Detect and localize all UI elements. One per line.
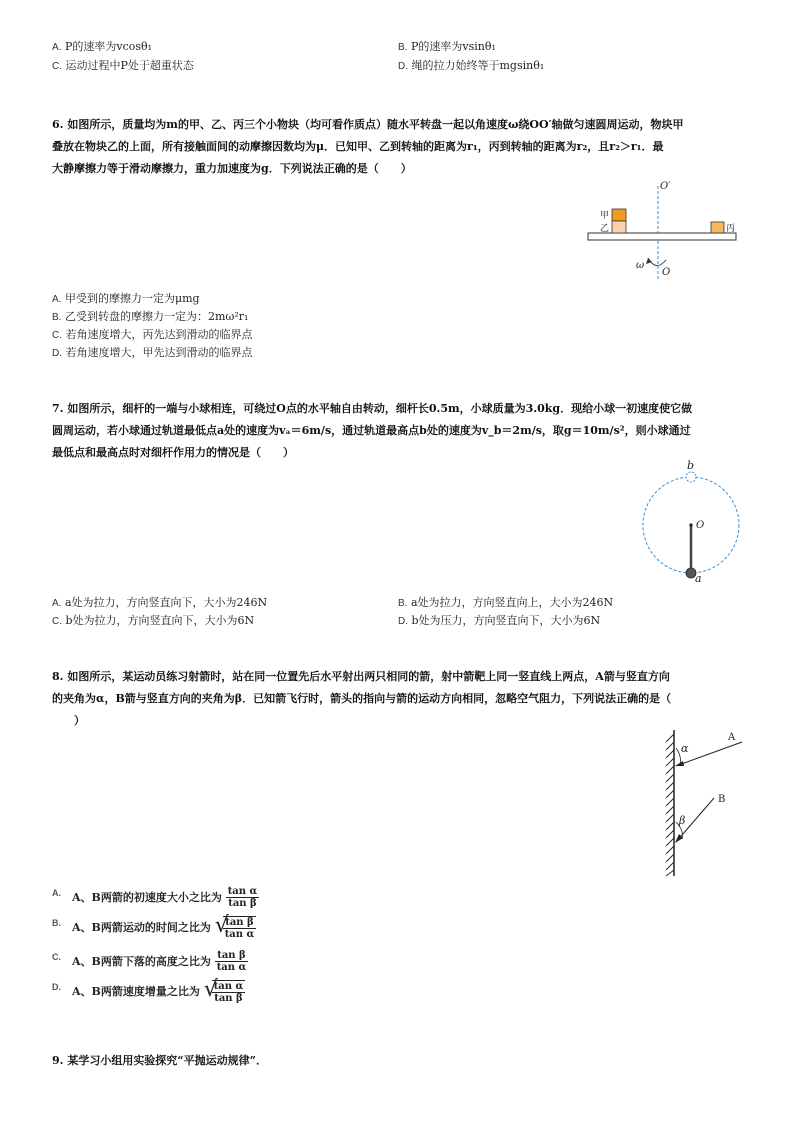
q8-option-a-denominator: tan β <box>228 898 257 909</box>
q8-option-d-numerator: tan α <box>213 981 244 992</box>
q8-option-c-letter: C. <box>52 952 61 962</box>
q6-label-jia: 甲 <box>600 211 610 221</box>
q7-option-b-letter: B. <box>398 598 408 609</box>
q7-option-c-text: b处为拉力，方向竖直向下，大小为6N <box>65 614 255 627</box>
q6-stem-line-2: 叠放在物块乙的上面，所有接触面间的动摩擦因数均为μ．已知甲、乙到转轴的距离为r₁，丙到转轴的距离为r₂，且r₂＞r₁．最 <box>52 140 664 153</box>
q8-option-c-fraction <box>215 950 249 973</box>
q6-label-yi: 乙 <box>600 224 610 234</box>
q7-label-o: O <box>696 520 705 531</box>
q5-option-b-text: P的速率为vsinθ₁ <box>410 40 496 53</box>
q8-option-b-denominator: tan α <box>224 929 255 940</box>
q6-option-c <box>52 328 253 343</box>
q7-option-c-letter: C. <box>52 616 62 627</box>
q7-stem-line-3: 最低点和最高点时对细杆作用力的情况是（ ） <box>52 446 294 459</box>
q8-stem <box>52 666 752 732</box>
q7-stem-line-1: 7. 如图所示，细杆的一端与小球相连，可绕过O点的水平轴自由转动，细杆长0.5m，小球质量为3.0kg．现给小球一初速度使它做 <box>52 402 693 415</box>
q6-option-a-letter: A. <box>52 294 62 305</box>
q6-option-d-text: 若角速度增大，甲先达到滑动的临界点 <box>65 346 253 359</box>
q8-stem-line-3: ） <box>52 714 85 727</box>
q6-option-d-letter: D. <box>52 348 62 359</box>
q9-stem <box>52 1050 752 1072</box>
q6-option-b-letter: B. <box>52 312 62 323</box>
q8-arrow-target-figure <box>660 726 770 880</box>
q8-label-b: B <box>718 794 726 805</box>
q8-option-a-numerator: tan α <box>227 886 258 897</box>
q7-option-a <box>52 596 267 611</box>
q8-option-d-radical-icon: √ <box>203 977 218 1002</box>
q8-option-a-fraction <box>226 886 260 909</box>
q6-stem-line-1: 6. 如图所示，质量均为m的甲、乙、丙三个小物块（均可看作质点）随水平转盘一起以角速度ω绕OO′轴做匀速圆周运动，物块甲 <box>52 118 684 131</box>
q8-option-d-denominator: tan β <box>214 993 243 1004</box>
q6-option-c-letter: C. <box>52 330 62 341</box>
q8-option-a <box>52 886 259 909</box>
q8-label-beta: β <box>679 814 686 827</box>
q5-option-a-text: P的速率为vcosθ₁ <box>64 40 153 53</box>
q5-option-d-letter: D. <box>398 61 408 72</box>
q8-option-a-prefix: A、B两箭的初速度大小之比为 <box>72 890 222 904</box>
q7-option-b-text: a处为拉力，方向竖直向上，大小为246N <box>410 596 614 609</box>
q6-stem <box>52 114 752 180</box>
q8-label-a: A <box>728 732 736 743</box>
q7-stem-line-2: 圆周运动，若小球通过轨道最低点a处的速度为vₐ＝6m/s，通过轨道最高点b处的速度为v_b＝2m/s，取g＝10m/s²，则小球通过 <box>52 424 691 437</box>
q8-option-c-denominator: tan α <box>216 962 247 973</box>
q7-label-b: b <box>687 459 695 472</box>
q7-option-d <box>398 614 600 629</box>
q8-option-d-letter: D. <box>52 982 61 992</box>
q8-option-b-numerator: tan β <box>223 917 257 929</box>
q7-label-a: a <box>695 572 702 585</box>
q6-label-o: O <box>662 267 671 278</box>
q8-option-b-prefix: A、B两箭运动的时间之比为 <box>72 921 211 934</box>
q8-option-c-prefix: A、B两箭下落的高度之比为 <box>72 954 211 968</box>
q8-option-a-letter: A. <box>52 888 61 898</box>
q6-option-a-text: 甲受到的摩擦力一定为μmg <box>64 292 200 305</box>
q6-label-omega: ω <box>636 260 645 271</box>
q8-option-c <box>52 950 248 973</box>
q9-stem-line-1: 9. 某学习小组用实验探究“平抛运动规律”． <box>52 1054 267 1067</box>
q6-option-b <box>52 310 248 325</box>
q8-stem-line-2: 的夹角为α，B箭与竖直方向的夹角为β．已知箭飞行时，箭头的指向与箭的运动方向相同，忽略空气阻力，下列说法正确的是（ <box>52 692 672 705</box>
q7-option-b <box>398 596 613 611</box>
q6-stem-line-3: 大静摩擦力等于滑动摩擦力，重力加速度为g．下列说法正确的是（ ） <box>52 162 412 175</box>
q7-option-a-text: a处为拉力，方向竖直向下，大小为246N <box>64 596 268 609</box>
q6-option-c-text: 若角速度增大，丙先达到滑动的临界点 <box>65 328 253 341</box>
q6-option-b-text: 乙受到转盘的摩擦力一定为：2mω²r₁ <box>64 310 249 323</box>
q5-option-b-letter: B. <box>398 42 408 53</box>
q8-option-b-radical-icon: √ <box>214 913 229 938</box>
q5-option-a <box>52 40 152 55</box>
q8-option-b-letter: B. <box>52 918 61 928</box>
q7-option-d-letter: D. <box>398 616 408 627</box>
q5-option-d-text: 绳的拉力始终等于mgsinθ₁ <box>411 59 545 72</box>
q8-label-alpha: α <box>681 742 689 755</box>
q7-option-a-letter: A. <box>52 598 62 609</box>
q5-option-c-text: 运动过程中P处于超重状态 <box>65 59 194 72</box>
q6-option-a <box>52 292 200 307</box>
q5-option-a-letter: A. <box>52 42 62 53</box>
q7-stem <box>52 398 752 464</box>
q8-option-b <box>52 913 256 940</box>
q5-option-c <box>52 59 194 74</box>
q7-option-d-text: b处为压力，方向竖直向下，大小为6N <box>411 614 601 627</box>
q8-option-d-prefix: A、B两箭速度增量之比为 <box>72 985 200 998</box>
q5-option-b <box>398 40 496 55</box>
q5-option-d <box>398 59 544 74</box>
q7-option-c <box>52 614 254 629</box>
q8-stem-line-1: 8. 如图所示，某运动员练习射箭时，站在同一位置先后水平射出两只相同的箭，射中箭靶上同一竖直线上两点，A箭与竖直方向 <box>52 670 670 683</box>
q6-turntable-figure <box>586 176 746 282</box>
q6-label-bing: 丙 <box>726 224 736 234</box>
q8-option-b-sqrt <box>214 913 257 940</box>
q8-option-d-sqrt <box>203 977 246 1004</box>
q7-circle-figure <box>636 458 748 586</box>
q6-label-oprime: O′ <box>660 181 671 192</box>
q8-option-d <box>52 977 245 1004</box>
q5-option-c-letter: C. <box>52 61 62 72</box>
q8-option-c-numerator: tan β <box>215 950 249 962</box>
q6-option-d <box>52 346 253 361</box>
